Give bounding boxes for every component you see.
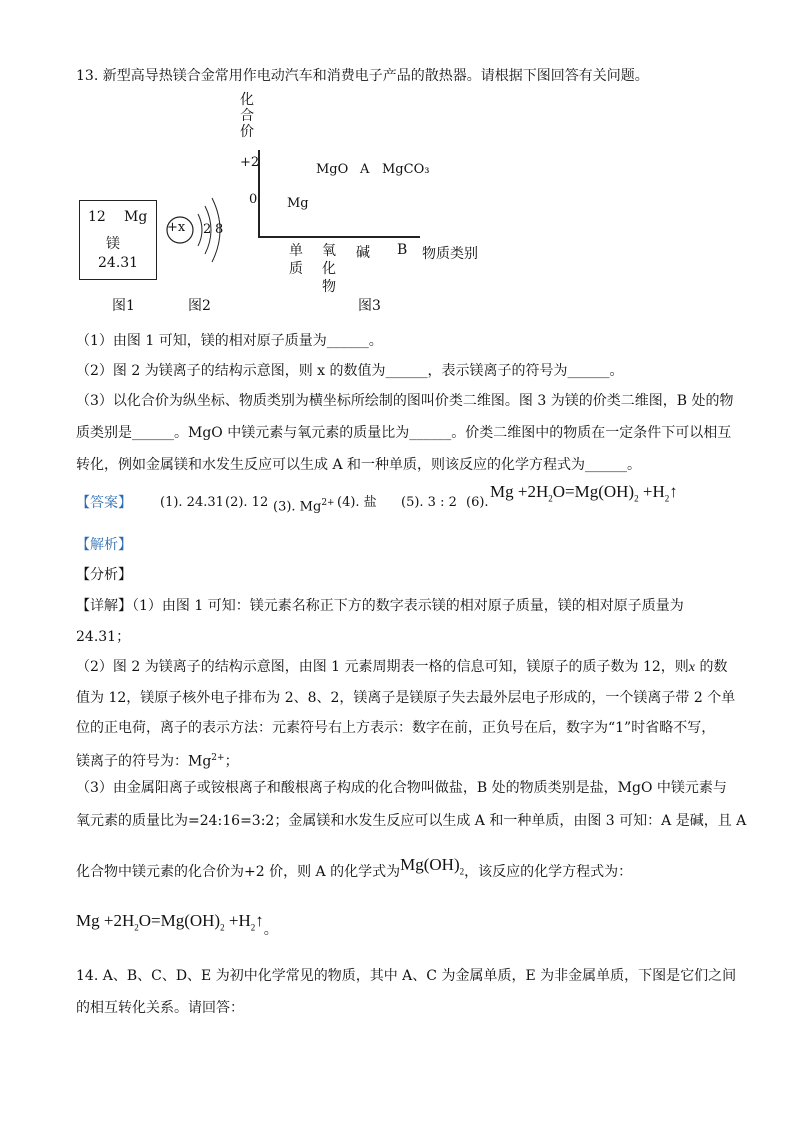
x-cat-b: B: [397, 242, 408, 258]
point-mg: Mg: [287, 196, 309, 211]
atomic-mass: 24.31: [98, 255, 139, 271]
x-cat-base: 碱: [356, 245, 370, 261]
x-cat-oxide: 氧 化 物: [322, 243, 336, 295]
atomic-number: 12: [88, 209, 106, 225]
x-cat-elemental: 单 质: [289, 243, 303, 277]
detail-2-line4: 镁离子的符号为：$Mg^{2+}$；: [76, 753, 239, 770]
shell-electrons-1: 2: [203, 222, 212, 237]
final-equation: $Mg +2H_2O=Mg(OH)_2$ $+H_2↑_。$: [76, 911, 278, 938]
point-mgo: MgO: [316, 162, 349, 177]
detail-2-line3: 位的正电荷，离子的表示方法：元素符号右上方表示：数字在前，正负号在后，数字为“1”时省略不写，: [76, 720, 716, 736]
y-tick-zero: 0: [249, 192, 258, 207]
detail-tag: 【详解】: [76, 598, 132, 614]
part-3-line1: （3）以化合价为纵坐标、物质类别为横坐标所绘制的图叫价类二维图。图 3 为镁的价类二维图，B 处的物: [76, 393, 734, 409]
x-axis-title: 物质类别: [422, 246, 478, 262]
periodic-table-cell: [79, 200, 157, 280]
y-axis-label: 化 合 价: [240, 92, 254, 140]
q14-line1: 14. A、B、C、D、E 为初中化学常见的物质，其中 A、C 为金属单质，E 为非金属单质，下图是它们之间: [76, 968, 737, 984]
answer-3: (3). $Mg^{2+}$: [273, 498, 335, 515]
shell-electrons-2: 8: [215, 222, 224, 237]
answer-5: (5). 3 : 2: [401, 495, 457, 510]
point-a: A: [360, 162, 370, 177]
nucleus-charge: +x: [167, 220, 186, 235]
fenxi-tag: 【分析】: [76, 567, 132, 583]
detail-3-line1: （3）由金属阳离子或铵根离子和酸根离子构成的化合物叫做盐，B 处的物质类别是盐，MgO 中镁元素与: [76, 780, 727, 796]
analysis-tag: 【解析】: [76, 537, 132, 553]
q13-stem: 13. 新型高导热镁合金常用作电动汽车和消费电子产品的散热器。请根据下图回答有关问题。: [76, 68, 649, 84]
answer-equation: $Mg +2H_2O=Mg(OH)_2$ $+H_2↑$: [490, 482, 678, 504]
x-axis: [258, 236, 420, 238]
detail-3-line3: 化合物中镁元素的化合价为+2 价，则 A 的化学式为$Mg(OH)_2$，该反应的化学方程式为：: [76, 855, 633, 880]
detail-2-line1: （2）图 2 为镁离子的结构示意图，由图 1 元素周期表一格的信息可知，镁原子的质子数为 12，则x 的数: [76, 659, 728, 675]
part-3-line2: 质类别是______。MgO 中镁元素与氧元素的质量比为______。价类二维图中的物质在一定条件下可以相互: [76, 425, 732, 441]
y-tick-plus2: +2: [240, 155, 260, 170]
q14-line2: 的相互转化关系。请回答：: [76, 1000, 244, 1016]
point-mgco3: MgCO₃: [382, 162, 430, 177]
answer-6-label: (6).: [466, 495, 489, 510]
fig2-caption: 图2: [188, 298, 211, 314]
fig1-caption: 图1: [112, 298, 135, 314]
fig3-caption: 图3: [358, 298, 381, 314]
part-2: （2）图 2 为镁离子的结构示意图，则 x 的数值为______，表示镁离子的符号为______。: [76, 363, 624, 379]
detail-line1: 【详解】（1）由图 1 可知：镁元素名称正下方的数字表示镁的相对原子质量，镁的相对原子质量为: [76, 598, 684, 614]
detail-3-line2: 氧元素的质量比为=24:16=3:2；金属镁和水发生反应可以生成 A 和一种单质，由图 3 可知：A 是碱，且 A: [76, 813, 747, 829]
detail-2-line2: 值为 12，镁原子核外电子排布为 2、8、2，镁离子是镁原子失去最外层电子形成的，一个镁离子带 2 个单: [76, 690, 736, 706]
answer-2: (2). 12: [225, 495, 269, 510]
answer-4: (4). 盐: [337, 495, 377, 510]
answer-1: (1). 24.31: [160, 495, 224, 510]
answer-tag: 【答案】: [76, 495, 132, 511]
element-symbol: Mg: [124, 209, 148, 225]
part-1: （1）由图 1 可知，镁的相对原子质量为______。: [76, 333, 383, 349]
element-name: 镁: [106, 236, 120, 252]
part-3-line3: 转化，例如金属镁和水发生反应可以生成 A 和一种单质，则该反应的化学方程式为______。: [76, 457, 642, 473]
detail-line2: 24.31；: [76, 629, 131, 645]
